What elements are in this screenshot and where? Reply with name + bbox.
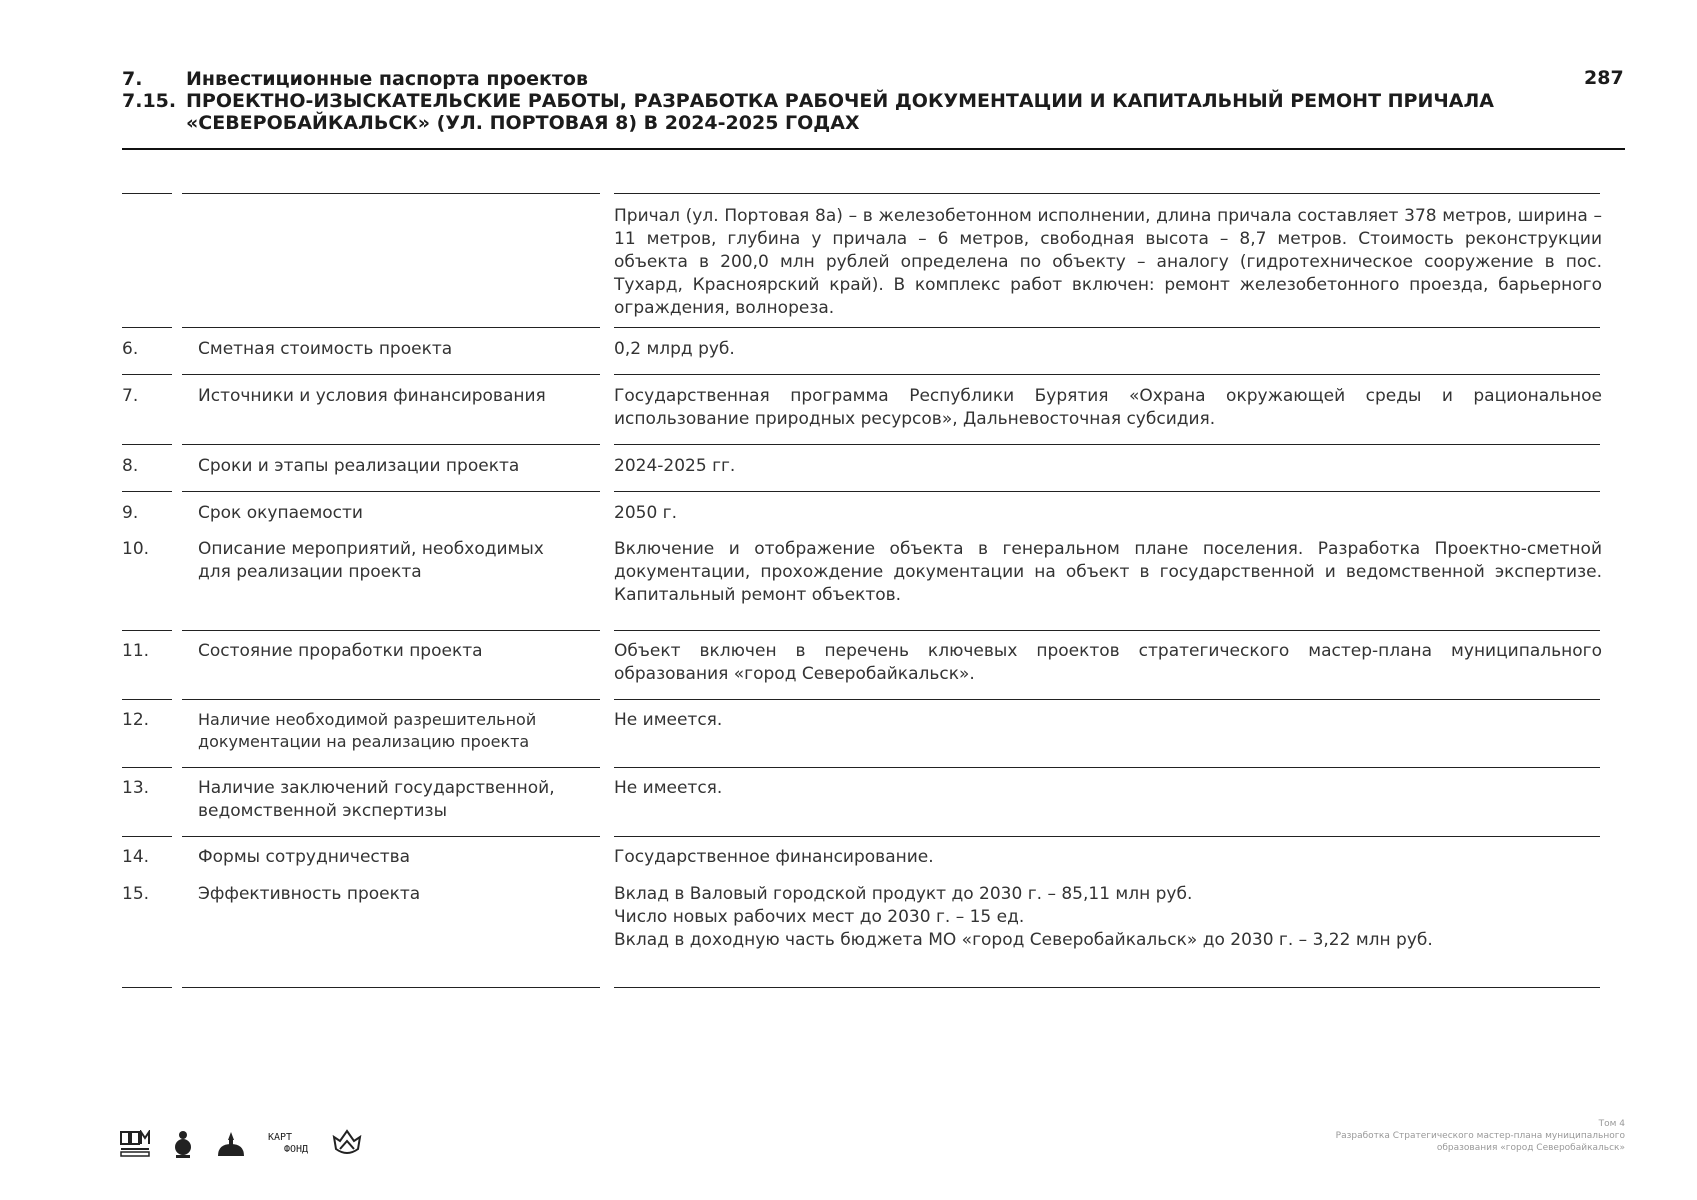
footer-doc-title-2: образования «город Северобайкальск»	[1436, 1143, 1625, 1153]
footer-logos	[120, 1124, 364, 1164]
table-row	[122, 836, 1602, 883]
row-number: 15.	[122, 884, 150, 904]
subsection-title: ПРОЕКТНО-ИЗЫСКАТЕЛЬСКИЕ РАБОТЫ, РАЗРАБОТКА РАБОЧЕЙ ДОКУМЕНТАЦИИ И КАПИТАЛЬНЫЙ РЕМОНТ ПРИЧАЛА «СЕВЕРОБАЙКАЛЬСК» (УЛ. ПОРТОВАЯ 8) В 2024-2025 ГОДАХ	[186, 90, 1494, 134]
kartfond-logo-icon	[268, 1132, 308, 1156]
table-row	[122, 630, 1602, 699]
row-label: Сметная стоимость проекта	[198, 339, 453, 359]
row-value	[598, 883, 1602, 987]
page-number: 287	[1584, 67, 1624, 89]
table-row	[122, 327, 1602, 374]
row-label: Описание мероприятий, необходимых для реализации проекта	[198, 539, 544, 582]
city-logo-icon	[330, 1129, 364, 1159]
row-value: Объект включен в перечень ключевых проектов стратегического мастер-плана муниципального образования «город Северобайкальск».	[614, 641, 1602, 684]
footer-caption	[1336, 1118, 1625, 1154]
header-divider	[122, 148, 1625, 150]
section-number: 7.	[122, 68, 143, 90]
table-row	[122, 699, 1602, 767]
subsection-heading	[122, 90, 1582, 134]
row-number: 9.	[122, 503, 139, 523]
emblem-logo-icon	[172, 1129, 194, 1159]
effect-line: Число новых рабочих мест до 2030 г. – 15 ед.	[614, 907, 1025, 927]
row-label: Эффективность проекта	[198, 884, 421, 904]
section-heading	[122, 68, 1632, 90]
table-row	[122, 194, 1602, 327]
table-row	[122, 538, 1602, 630]
table-row	[122, 444, 1602, 491]
row-value: Не имеется.	[614, 710, 723, 730]
row-label: Формы сотрудничества	[198, 847, 411, 867]
row-number: 14.	[122, 847, 150, 867]
row-number: 12.	[122, 710, 150, 730]
passport-table	[122, 194, 1602, 989]
buryatia-logo-icon	[216, 1130, 246, 1158]
row-value: Государственное финансирование.	[614, 847, 934, 867]
row-number: 6.	[122, 339, 139, 359]
row-value: Государственная программа Республики Бурятия «Охрана окружающей среды и рациональное использование природных ресурсов», Дальневосточная субсидия.	[614, 386, 1602, 429]
row-number: 7.	[122, 386, 139, 406]
row-value: 2024-2025 гг.	[614, 456, 736, 476]
row-label: Сроки и этапы реализации проекта	[198, 456, 520, 476]
row-label: Источники и условия финансирования	[198, 386, 546, 406]
row-value: 2050 г.	[614, 503, 678, 523]
row-number: 10.	[122, 539, 150, 559]
row-value: Включение и отображение объекта в генеральном плане поселения. Разработка Проектно-сметной документации, прохождение документации на объект в государственной и ведомственной экспертизе. Капитальный ремонт объектов.	[614, 539, 1602, 605]
domrf-logo-icon	[120, 1130, 150, 1158]
footer-doc-title-1: Разработка Стратегического мастер-плана муниципального	[1335, 1131, 1625, 1141]
effect-line: Вклад в Валовый городской продукт до 2030 г. – 85,11 млн руб.	[614, 884, 1193, 904]
section-title: Инвестиционные паспорта проектов	[186, 68, 589, 90]
kartfond-text-1: КАРТ	[268, 1132, 293, 1143]
effect-line: Вклад в доходную часть бюджета МО «город Северобайкальск» до 2030 г. – 3,22 млн руб.	[614, 930, 1433, 950]
table-row	[122, 374, 1602, 444]
row-number: 8.	[122, 456, 139, 476]
row-number: 11.	[122, 641, 150, 661]
row-number: 13.	[122, 778, 150, 798]
row-label: Срок окупаемости	[198, 503, 363, 523]
subsection-number: 7.15.	[122, 90, 177, 112]
table-row	[122, 767, 1602, 836]
row-label: Наличие необходимой разрешительной документации на реализацию проекта	[198, 710, 537, 751]
row-label: Наличие заключений государственной, ведомственной экспертизы	[198, 778, 555, 821]
row-value: Причал (ул. Портовая 8а) – в железобетонном исполнении, длина причала составляет 378 метров, ширина – 11 метров, глубина у причала – 6 метров, свободная высота – 8,7 метров. Стоимость реконструкции объекта в 200,0 млн рублей определена по объекту – аналогу (гидротехническое сооружение в пос. Тухард, Красноярский край). В комплекс работ включен: ремонт железобетонного проезда, барьерного ограждения, волнореза.	[614, 206, 1602, 318]
kartfond-text-2: ФОНД	[284, 1144, 309, 1155]
table-row	[122, 883, 1602, 987]
row-label: Состояние проработки проекта	[198, 641, 483, 661]
table-row	[122, 491, 1602, 538]
footer-volume: Том 4	[1598, 1119, 1625, 1129]
page-header	[122, 68, 1632, 134]
table-end	[122, 987, 1602, 989]
row-value: Не имеется.	[614, 778, 723, 798]
row-value: 0,2 млрд руб.	[614, 339, 735, 359]
